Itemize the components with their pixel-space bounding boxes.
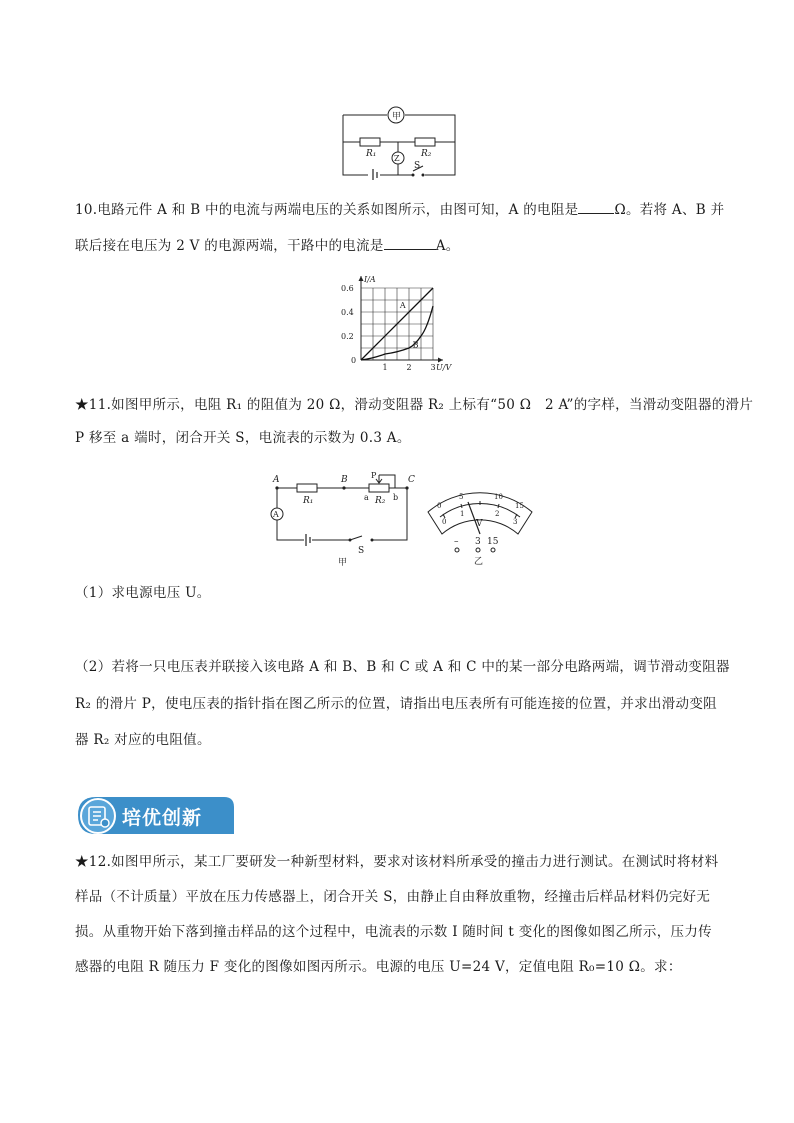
series-label-b: B — [412, 340, 419, 350]
meter-symbol: Z — [394, 154, 400, 163]
r2-label: R₂ — [375, 496, 386, 506]
node-c: C — [408, 475, 415, 485]
voltmeter-figure — [420, 482, 540, 570]
q10-answer-blank-1[interactable] — [578, 199, 614, 214]
switch-label: S — [414, 161, 421, 171]
terminal-15: 15 — [487, 537, 499, 547]
top-circuit-figure — [335, 100, 465, 180]
y-axis-label: I/A — [364, 275, 376, 284]
q11-sub2-line-3: 器 R₂ 对应的电阻值。 — [75, 732, 211, 748]
scale-bottom-3: 3 — [513, 518, 518, 526]
scale-bottom-0: 0 — [442, 518, 447, 526]
fig-b-caption: 乙 — [474, 557, 484, 567]
y-tick-label: 0.6 — [341, 284, 354, 293]
x-tick-label: 3 — [430, 363, 436, 372]
q12-line-1: ★12.如图甲所示，某工厂要研发一种新型材料，要求对该材料所承受的撞击力进行测试。在测试时将材料 — [75, 854, 719, 870]
switch-label: S — [358, 546, 365, 556]
fig-a-caption: 甲 — [338, 558, 348, 568]
q12-line-4: 感器的电阻 R 随压力 F 变化的图像如图丙所示。电源的电压 U=24 V，定值电阻 R₀=10 Ω。求： — [75, 959, 682, 975]
unit-v: V — [476, 519, 483, 529]
q11-sub2-line-2: R₂ 的滑片 P，使电压表的指针指在图乙所示的位置，请指出电压表所有可能连接的位置，并求出滑动变阻 — [75, 696, 717, 712]
q10-unit2: A。 — [435, 238, 460, 254]
section-title: 培优创新 — [122, 807, 203, 829]
node-a: A — [273, 475, 280, 485]
scale-top-10: 10 — [494, 493, 503, 501]
end-a: a — [364, 493, 369, 502]
scale-bottom-2: 2 — [495, 510, 500, 518]
q11-line-2: P 移至 a 端时，闭合开关 S，电流表的示数为 0.3 A。 — [75, 430, 411, 446]
scale-top-0: 0 — [437, 502, 442, 510]
scale-top-5: 5 — [459, 493, 464, 501]
slider-p: P — [371, 471, 377, 480]
lamp-label: 甲 — [392, 112, 402, 122]
q11-sub1: （1）求电源电压 U。 — [75, 585, 211, 601]
origin-label: 0 — [351, 356, 357, 365]
y-tick-label: 0.4 — [341, 308, 354, 317]
x-axis-label: U/V — [436, 363, 452, 372]
r1-label: R₁ — [366, 149, 377, 159]
end-b: b — [393, 493, 399, 502]
scale-top-15: 15 — [515, 502, 524, 510]
r1-label: R₁ — [303, 496, 314, 506]
q10-answer-blank-2[interactable] — [384, 235, 436, 250]
terminal-3: 3 — [475, 537, 481, 547]
q10-unit1: Ω。若将 A、B 并 — [614, 202, 725, 218]
q10-line2: 联后接在电压为 2 V 的电源两端，干路中的电流是 — [75, 238, 384, 254]
ammeter-label: A — [273, 510, 279, 519]
scale-bottom-1: 1 — [460, 510, 465, 518]
q10-line-2 — [75, 231, 725, 262]
q11-circuit-figure — [262, 470, 417, 570]
y-axis-arrow — [359, 276, 364, 281]
q10-lead: 10.电路元件 A 和 B 中的电流与两端电压的关系如图所示，由图可知，A 的电阻是 — [75, 202, 579, 218]
q12-line-3: 损。从重物开始下落到撞击样品的这个过程中，电流表的示数 I 随时间 t 变化的图像如图乙所示，压力传 — [75, 924, 712, 940]
x-tick-label: 1 — [382, 363, 388, 372]
x-tick-label: 2 — [406, 363, 412, 372]
r2-label: R₂ — [421, 149, 432, 159]
iu-chart — [335, 270, 460, 378]
q10-line-1 — [75, 195, 725, 226]
y-tick-label: 0.2 — [341, 332, 354, 341]
q12-line-2: 样品（不计质量）平放在压力传感器上，闭合开关 S，由静止自由释放重物，经撞击后样品材料仍完好无 — [75, 889, 711, 905]
q11-sub2-line-1: （2）若将一只电压表并联接入该电路 A 和 B、B 和 C 或 A 和 C 中的某一部分电路两端，调节滑动变阻器 — [75, 659, 730, 675]
node-b: B — [341, 475, 348, 485]
terminal-minus: – — [454, 537, 459, 547]
series-label-a: A — [399, 301, 406, 310]
q11-line-1: ★11.如图甲所示，电阻 R₁ 的阻值为 20 Ω，滑动变阻器 R₂ 上标有“50 Ω 2 A”的字样，当滑动变阻器的滑片 — [75, 397, 754, 413]
x-axis-arrow — [438, 358, 443, 363]
